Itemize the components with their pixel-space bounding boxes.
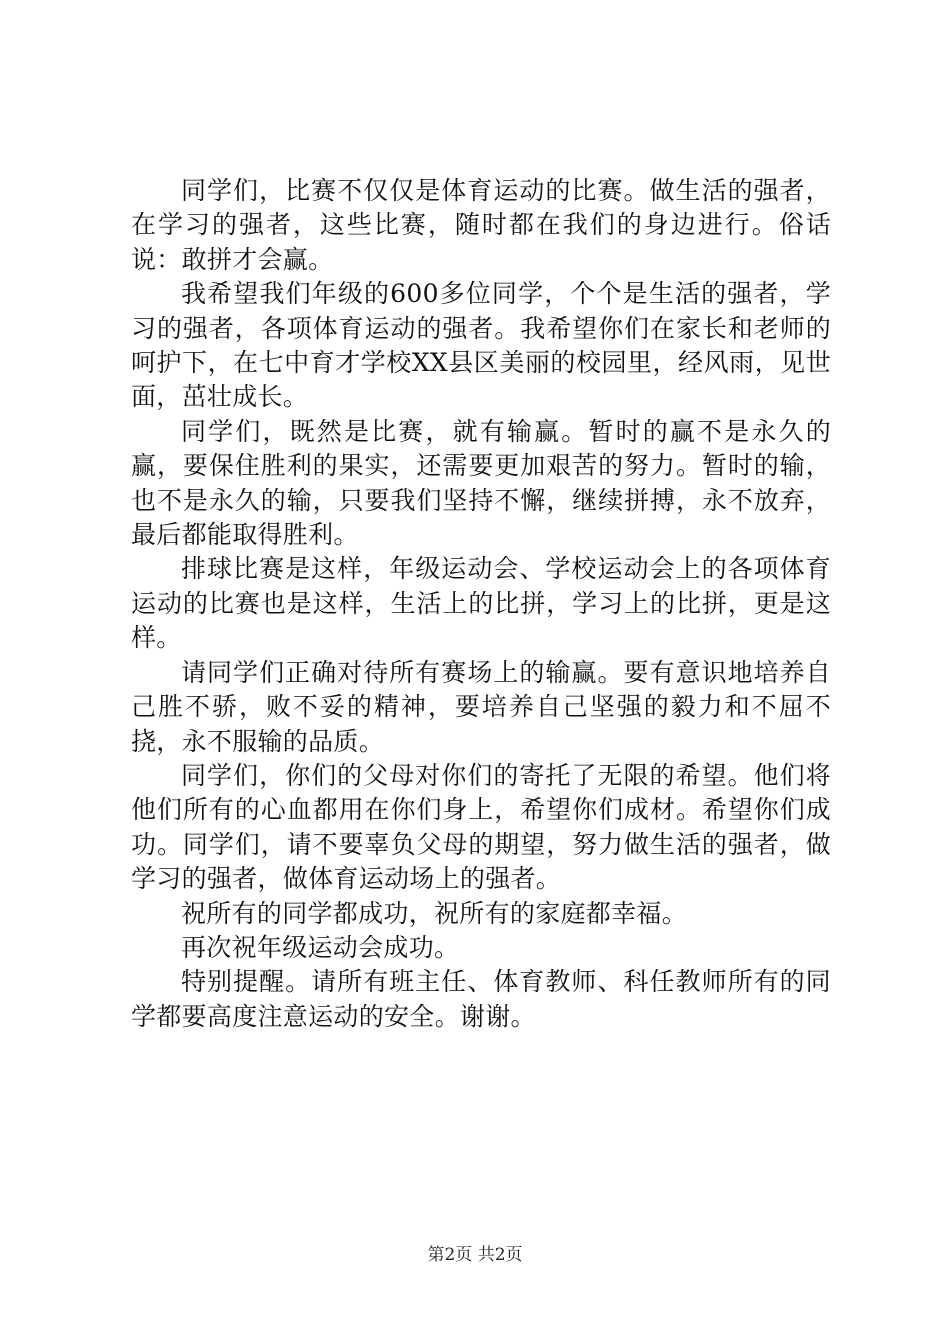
page-number-label: 第2页 共2页 xyxy=(427,1245,523,1265)
page-footer xyxy=(0,1244,950,1266)
paragraph-2: 我希望我们年级的600多位同学，个个是生活的强者，学习的强者，各项体育运动的强者。我希望你们在家长和老师的呵护下，在七中育才学校XX县区美丽的校园里，经风雨，见世面，茁壮成长。 xyxy=(131,279,831,412)
paragraph-4: 排球比赛是这样，年级运动会、学校运动会上的各项体育运动的比赛也是这样，生活上的比拼，学习上的比拼，更是这样。 xyxy=(131,554,831,653)
paragraph-6: 同学们，你们的父母对你们的寄托了无限的希望。他们将他们所有的心血都用在你们身上，希望你们成材。希望你们成功。同学们，请不要辜负父母的期望，努力做生活的强者，做学习的强者，做体育运动场上的强者。 xyxy=(131,760,831,894)
paragraph-3: 同学们，既然是比赛，就有输赢。暂时的赢不是永久的赢，要保住胜利的果实，还需要更加艰苦的努力。暂时的输，也不是永久的输，只要我们坚持不懈，继续拼搏，永不放弃，最后都能取得胜利。 xyxy=(131,416,831,550)
paragraph-8: 再次祝年级运动会成功。 xyxy=(181,932,460,962)
paragraph-5: 请同学们正确对待所有赛场上的输赢。要有意识地培养自己胜不骄，败不妥的精神，要培养自己坚强的毅力和不屈不挠，永不服输的品质。 xyxy=(131,657,831,756)
document-body xyxy=(131,174,831,1034)
paragraph-1: 同学们，比赛不仅仅是体育运动的比赛。做生活的强者，在学习的强者，这些比赛，随时都在我们的身边进行。俗话说：敢拼才会赢。 xyxy=(131,176,831,274)
paragraph-7: 祝所有的同学都成功，祝所有的家庭都幸福。 xyxy=(181,898,688,928)
paragraph-9: 特别提醒。请所有班主任、体育教师、科任教师所有的同学都要高度注意运动的安全。谢谢。 xyxy=(131,967,831,1031)
